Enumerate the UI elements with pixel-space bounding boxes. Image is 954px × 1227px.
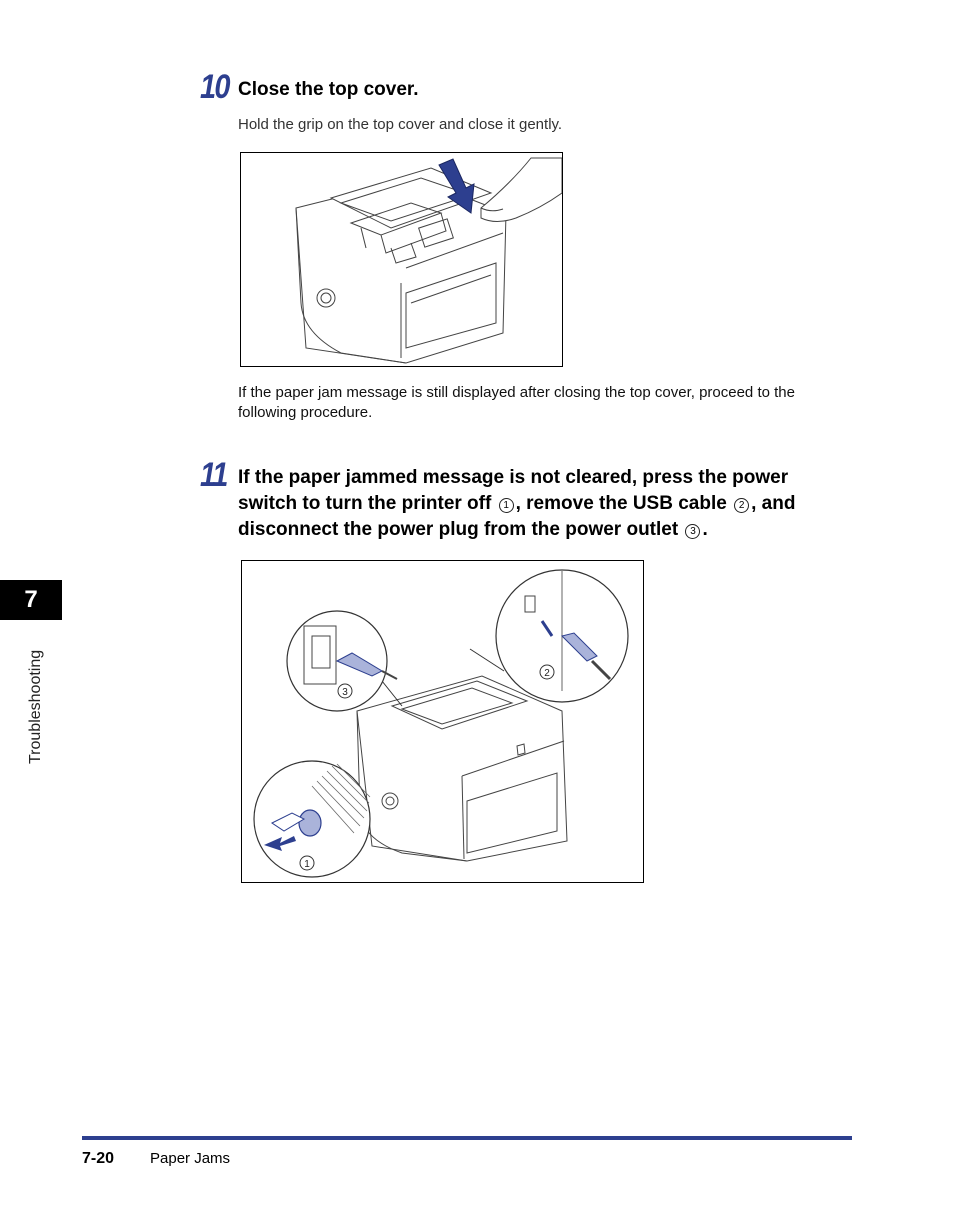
chapter-tab: 7 xyxy=(0,580,62,620)
callout-1-label: 1 xyxy=(304,859,310,870)
step-11-title xyxy=(238,465,848,543)
footer-page-number: 7-20 xyxy=(82,1150,115,1167)
step-10-number: 10 xyxy=(200,68,229,106)
step-11-title-part-2: , remove the USB cable xyxy=(515,493,727,514)
chapter-side-label: Troubleshooting xyxy=(27,649,44,764)
step-11-title-part-1: If the paper jammed message is not cleared, press the power switch to turn the printer off xyxy=(238,467,789,514)
printer-disconnect-illustration xyxy=(242,561,643,882)
figure-power-off-disconnect xyxy=(241,560,644,883)
step-10-note: If the paper jam message is still displayed after closing the top cover, proceed to the following procedure. xyxy=(238,384,795,421)
callout-3-label: 3 xyxy=(342,687,348,698)
callout-marker-1: 1 xyxy=(499,498,514,513)
printer-closing-cover-illustration xyxy=(241,153,562,366)
callout-marker-2: 2 xyxy=(734,498,749,513)
figure-close-top-cover xyxy=(240,152,563,367)
footer-rule xyxy=(82,1136,852,1140)
callout-2-label: 2 xyxy=(544,668,550,679)
step-11-title-part-3: , and disconnect the power plug from the power outlet xyxy=(238,493,796,540)
step-10-title: Close the top cover. xyxy=(238,79,419,100)
step-11-title-part-4: . xyxy=(702,519,708,540)
step-11-number: 11 xyxy=(200,456,227,494)
step-10-instruction: Hold the grip on the top cover and close it gently. xyxy=(238,116,563,133)
footer-section-title: Paper Jams xyxy=(150,1150,231,1167)
callout-marker-3: 3 xyxy=(685,524,700,539)
